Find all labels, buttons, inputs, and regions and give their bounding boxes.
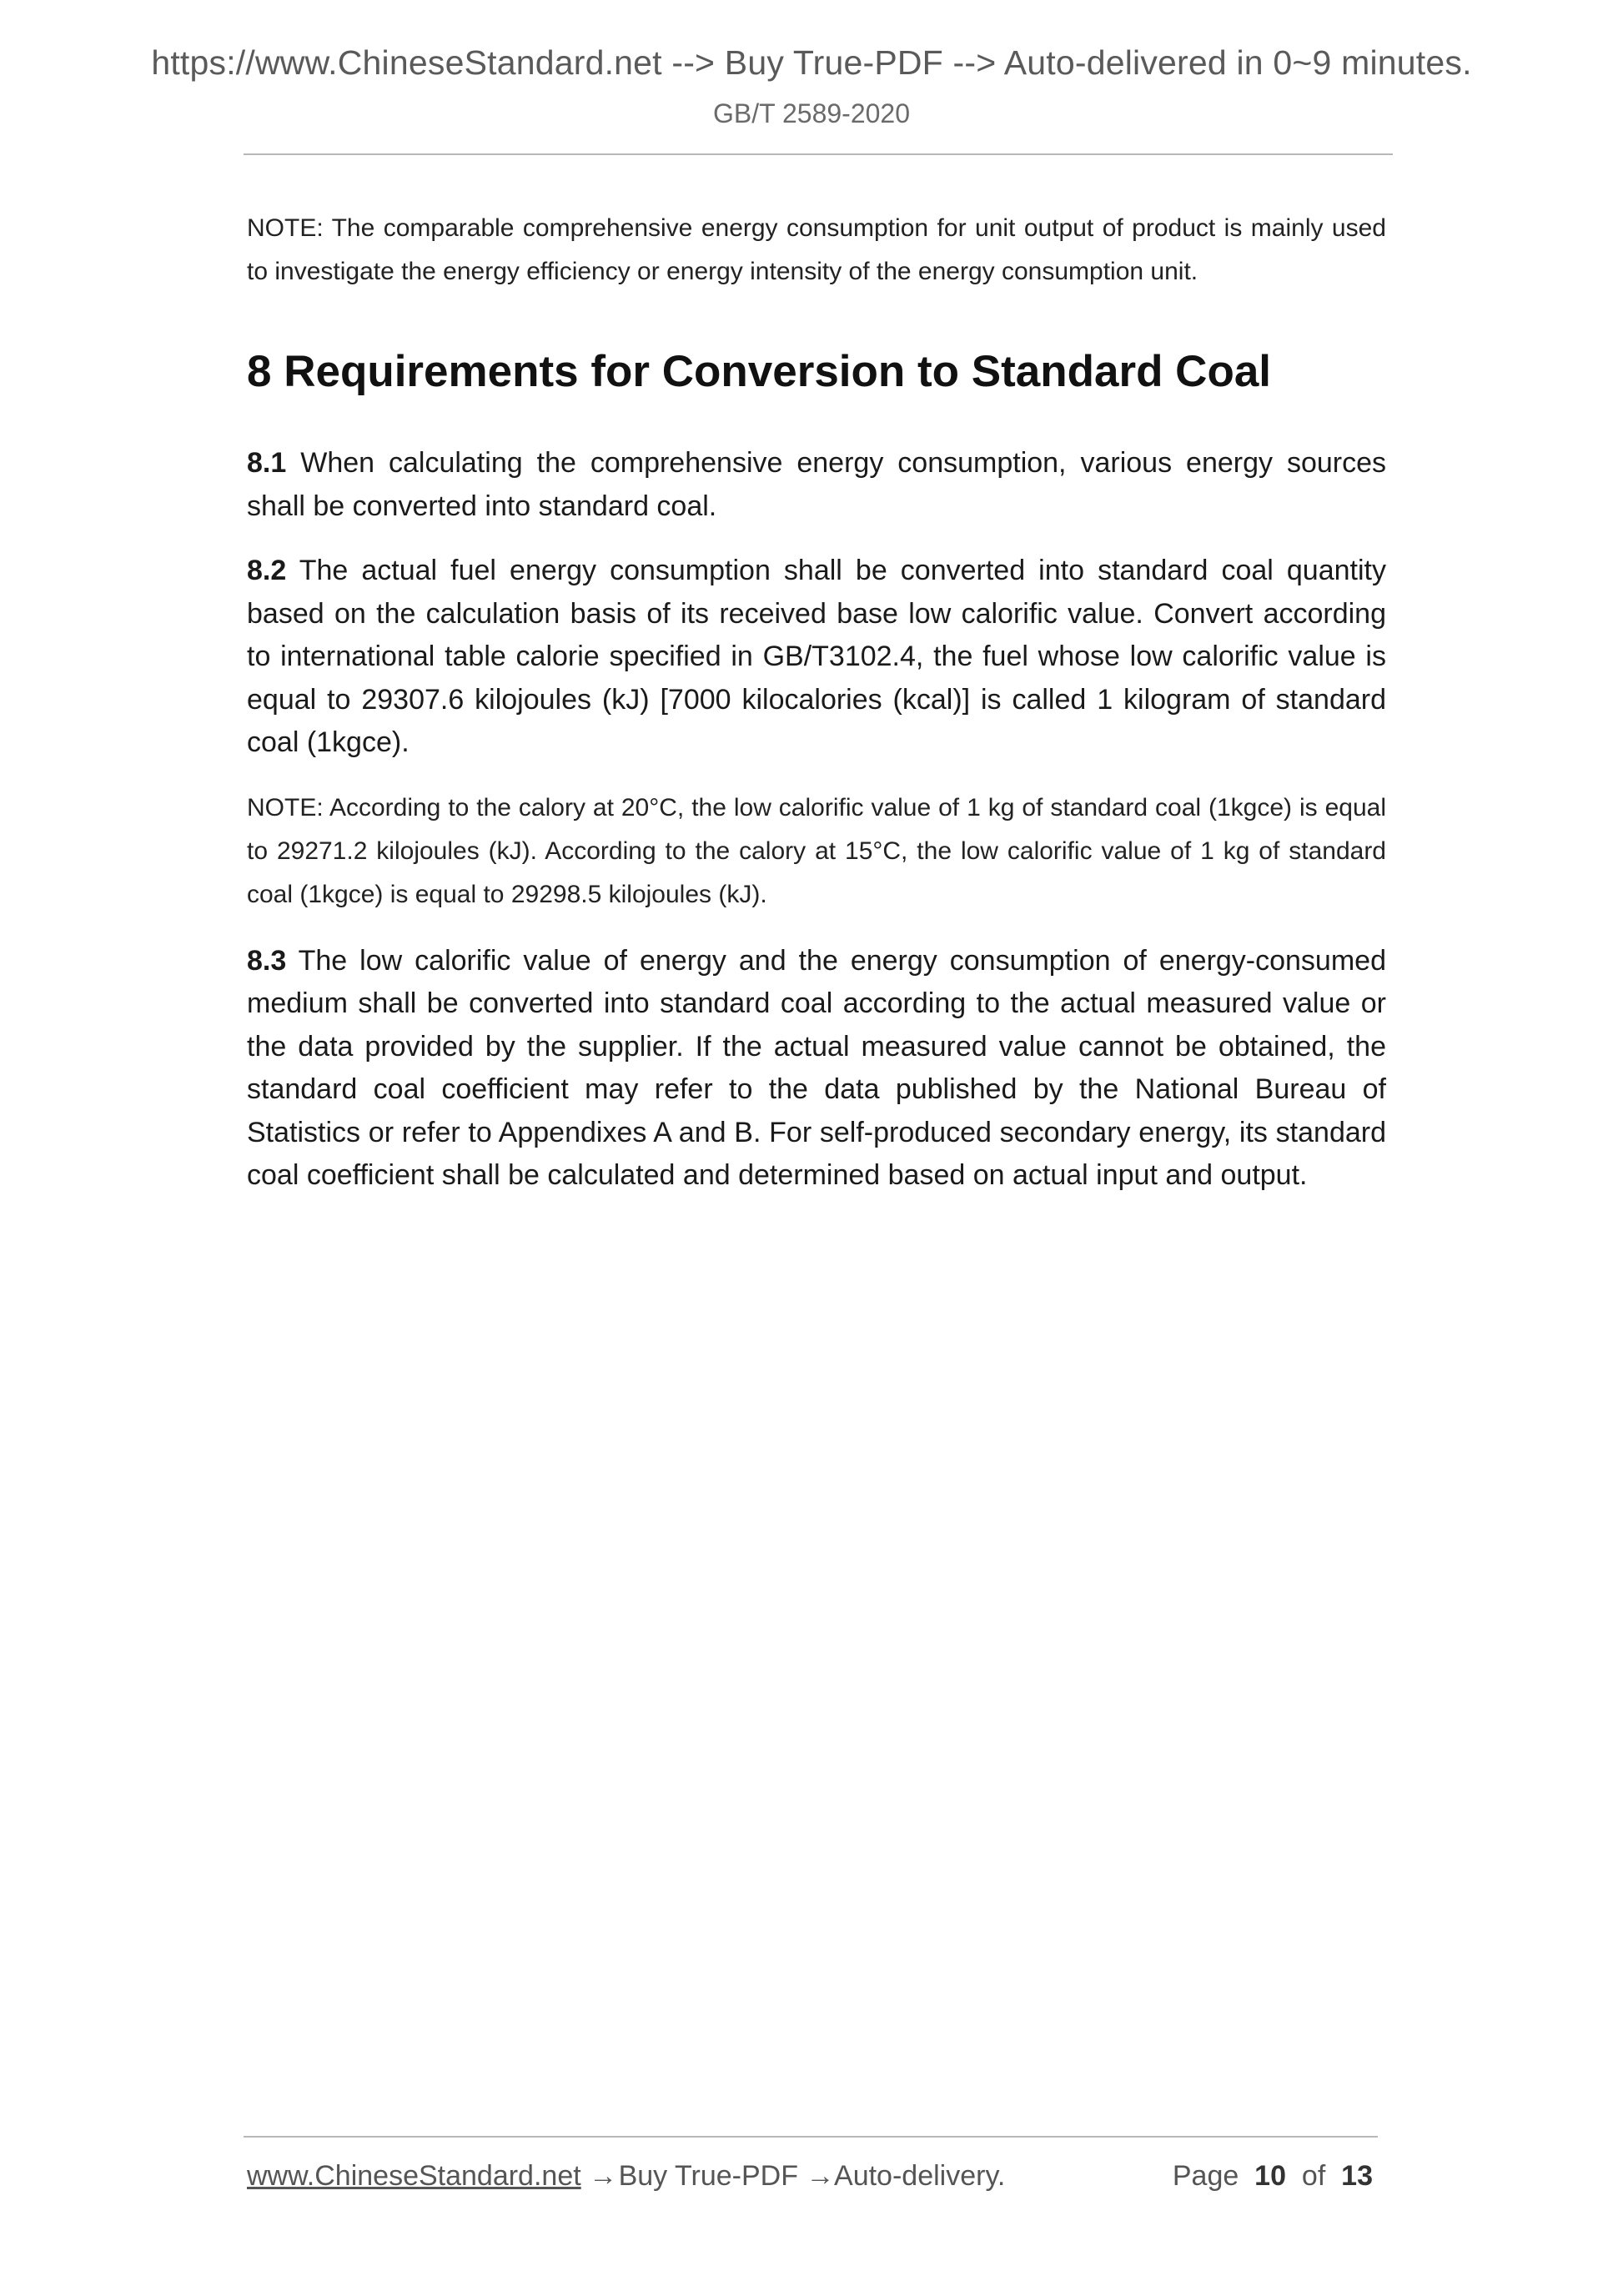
page-indicator [1173, 2160, 1373, 2193]
clause-8-3 [247, 940, 1386, 1198]
document-number: GB/T 2589-2020 [712, 98, 910, 128]
page-total: 13 [1341, 2160, 1373, 2192]
site-link[interactable]: www.ChineseStandard.net [247, 2160, 581, 2192]
clause-number: 8.3 [247, 944, 287, 977]
clause-text: The actual fuel energy consumption shall be converted into standard coal quantity based on the calculation basis of its received base low calorific value. Convert according to international table calorie specified in GB/T3102.4, the fuel whose low calorific value is equal to 29307.6 kilojoules (kJ) [7000 kilocalories (kcal)] is called 1 kilogram of standard coal (1kgce). [247, 555, 1386, 758]
header-banner: https://www.ChineseStandard.net --> Buy True-PDF --> Auto-delivered in 0~9 minutes. [151, 43, 1472, 82]
page-label: Page [1172, 2160, 1239, 2192]
arrow-right-icon: → [806, 2160, 835, 2192]
clause-text: When calculating the comprehensive energy consumption, various energy sources shall be converted into standard coal. [247, 447, 1386, 522]
of-label: of [1301, 2160, 1326, 2192]
footer-divider [244, 2136, 1378, 2138]
header-divider [244, 153, 1393, 155]
note-top: NOTE: The comparable comprehensive energy consumption for unit output of product is mainly used to investigate the energy efficiency or energy intensity of the energy consumption unit. [247, 214, 1386, 285]
clause-8-2 [247, 550, 1386, 765]
page-content [247, 207, 1386, 1219]
clause-number: 8.2 [247, 555, 287, 586]
arrow-right-icon: → [589, 2160, 618, 2192]
page-current: 10 [1254, 2160, 1286, 2192]
buy-true-pdf-text: Buy True-PDF [618, 2160, 798, 2192]
clause-number: 8.1 [247, 447, 287, 479]
note-8-2: NOTE: According to the calory at 20°C, the low calorific value of 1 kg of standard coal (1kgce) is equal to 29271.2 kilojoules (kJ). According to the calory at 15°C, the low calorific value of 1 kg of standard coal (1kgce) is equal to 29298.5 kilojoules (kJ). [247, 793, 1386, 908]
auto-delivery-text: Auto-delivery. [834, 2160, 1006, 2192]
section-heading: 8 Requirements for Conversion to Standard Coal [247, 347, 1272, 396]
clause-text: The low calorific value of energy and the energy consumption of energy-consumed medium shall be converted into standard coal according to the actual measured value or the data provided by the supplier. If the actual measured value cannot be obtained, the standard coal coefficient may refer to the data published by the National Bureau of Statistics or refer to Appendixes A and B. For self-produced secondary energy, its standard coal coefficient shall be calculated and determined based on actual input and output. [247, 944, 1386, 1191]
page-footer [247, 2160, 1378, 2193]
clause-8-1 [247, 442, 1386, 528]
